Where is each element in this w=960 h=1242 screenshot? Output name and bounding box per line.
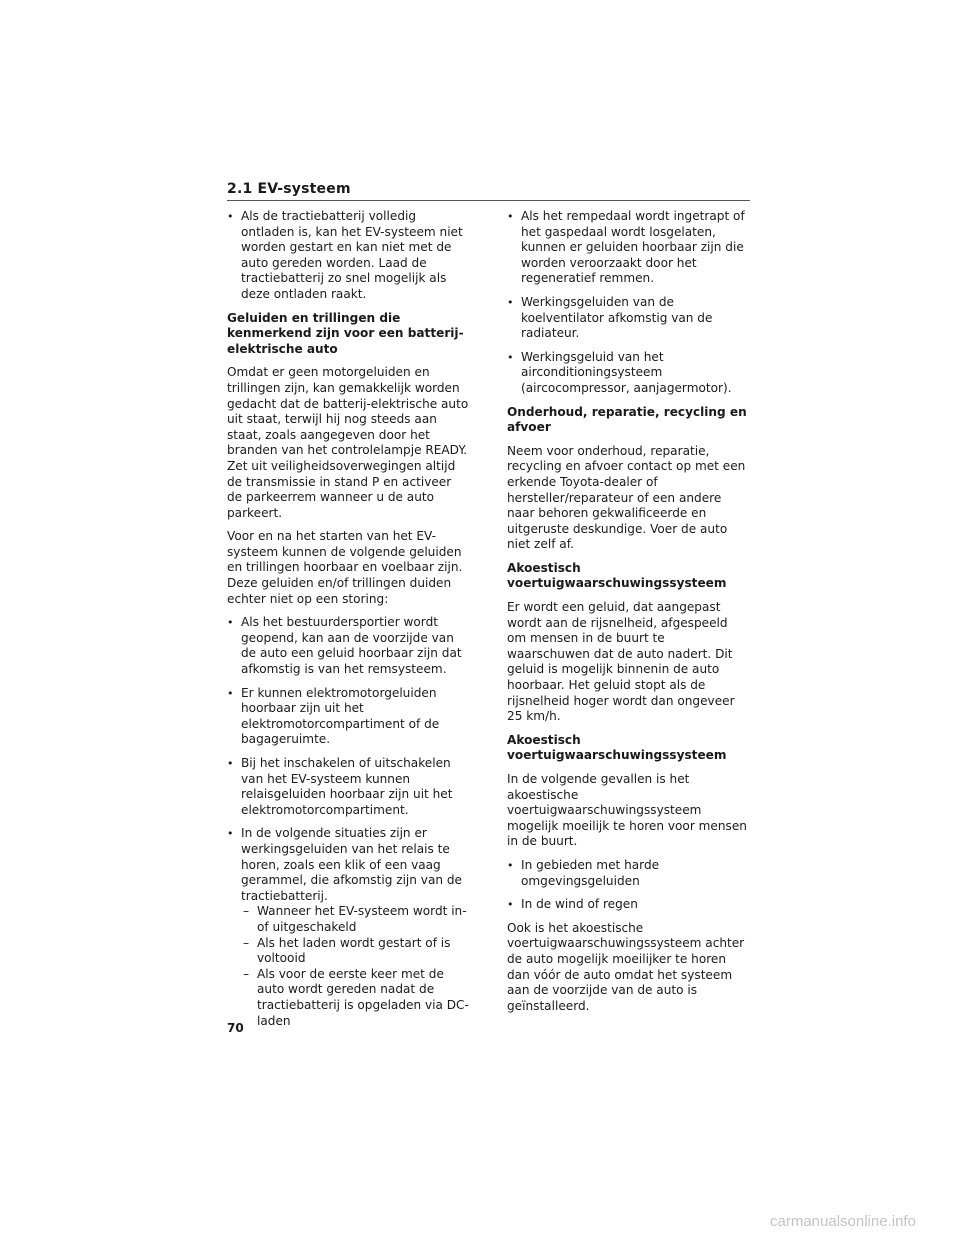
list-item-text: • Werkingsgeluid van het airconditioningsysteem (aircocompressor, aanjagermotor). [521, 349, 732, 395]
list-item-text: • Werkingsgeluiden van de koelventilator afkomstig van de radiateur. [521, 294, 713, 341]
list-item [227, 826, 470, 1029]
section-title: 2.1 EV-systeem [227, 181, 351, 197]
right-column [507, 209, 750, 1022]
list-item [227, 615, 470, 677]
list-item-text: • Als de tractiebatterij volledig ontladen is, kan het EV-systeem niet worden gestart en kan niet met de auto gereden worden. Laad de tractiebatterij zo snel mogelijk als deze ontladen raakt. [241, 209, 463, 301]
watermark: carmanualsonline.info [770, 1213, 916, 1230]
paragraph: Omdat er geen motorgeluiden en trillingen zijn, kan gemakkelijk worden gedacht dat de batterij-elektrische auto uit staat, terwijl hij nog steeds aan staat, zoals aangegeven door het branden van het controlelampje READY. Zet uit veiligheidsoverwegingen altijd de transmissie in stand P en activeer de parkeerrem wanneer u de auto parkeert. [227, 365, 469, 520]
list-item [227, 756, 470, 818]
list-item-text: • Bij het inschakelen of uitschakelen van het EV-systeem kunnen relaisgeluiden hoorbaar zijn uit het elektromotorcompartiment. [241, 756, 453, 817]
list-item-text: • Er kunnen elektromotorgeluiden hoorbaar zijn uit het elektromotorcompartiment of de bagageruimte. [241, 685, 440, 747]
section-heading: Akoestisch voertuigwaarschuwingssysteem [507, 732, 727, 763]
section-header [227, 178, 750, 201]
list-item [507, 295, 750, 342]
sub-list-item: – Als voor de eerste keer met de auto wordt gereden nadat de tractiebatterij is opgeladen via DC-laden [241, 967, 470, 1029]
sub-list-item: – Wanneer het EV-systeem wordt in- of uitgeschakeld [241, 904, 470, 935]
section-heading: Onderhoud, reparatie, recycling en afvoer [507, 404, 747, 435]
list-item [227, 209, 470, 303]
list-item-text: • In de wind of regen [521, 897, 638, 912]
list-item [507, 350, 750, 397]
list-item [507, 897, 750, 913]
paragraph: Er wordt een geluid, dat aangepast wordt aan de rijsnelheid, afgespeeld om mensen in de buurt te waarschuwen dat de auto nadert. Dit geluid is mogelijk binnenin de auto hoorbaar. Het geluid stopt als de rijsnelheid hoger wordt dan ongeveer 25 km/h. [507, 600, 735, 724]
list-item [507, 209, 750, 287]
list-item-text: • Als het bestuurdersportier wordt geopend, kan aan de voorzijde van de auto een geluid hoorbaar zijn dat afkomstig is van het remsysteem. [241, 615, 462, 677]
paragraph: In de volgende gevallen is het akoestische voertuigwaarschuwingssysteem mogelijk moeilijk te horen voor mensen in de buurt. [507, 772, 747, 849]
paragraph: Neem voor onderhoud, reparatie, recycling en afvoer contact op met een erkende Toyota-dealer of hersteller/reparateur of een andere naar behoren gekwalificeerde en uitgeruste deskundige. Voer de auto niet zelf af. [507, 443, 746, 552]
section-heading: Akoestisch voertuigwaarschuwingssysteem [507, 560, 727, 591]
paragraph: Voor en na het starten van het EV-systeem kunnen de volgende geluiden en trillingen hoorbaar en voelbaar zijn. Deze geluiden en/of trillingen duiden echter niet op een storing: [227, 529, 463, 606]
sub-list-item: – Als het laden wordt gestart of is voltooid [241, 936, 470, 967]
list-item-text: • In gebieden met harde omgevingsgeluiden [521, 857, 660, 888]
list-item [507, 858, 750, 889]
paragraph: Ook is het akoestische voertuigwaarschuwingssysteem achter de auto mogelijk moeilijker te horen dan vóór de auto omdat het systeem aan de voorzijde van de auto is geïnstalleerd. [507, 920, 745, 1013]
left-column [227, 209, 470, 1037]
page-number: 70 [227, 1021, 244, 1035]
list-item-text: • Als het rempedaal wordt ingetrapt of het gaspedaal wordt losgelaten, kunnen er geluiden hoorbaar zijn die worden veroorzaakt door het regeneratief remmen. [521, 209, 745, 286]
list-item [227, 686, 470, 748]
section-heading: Geluiden en trillingen die kenmerkend zijn voor een batterij-elektrische auto [227, 310, 464, 356]
list-item-text: • In de volgende situaties zijn er werkingsgeluiden van het relais te horen, zoals een klik of een vaag gerammel, die afkomstig zijn van de tractiebatterij. [241, 826, 462, 903]
